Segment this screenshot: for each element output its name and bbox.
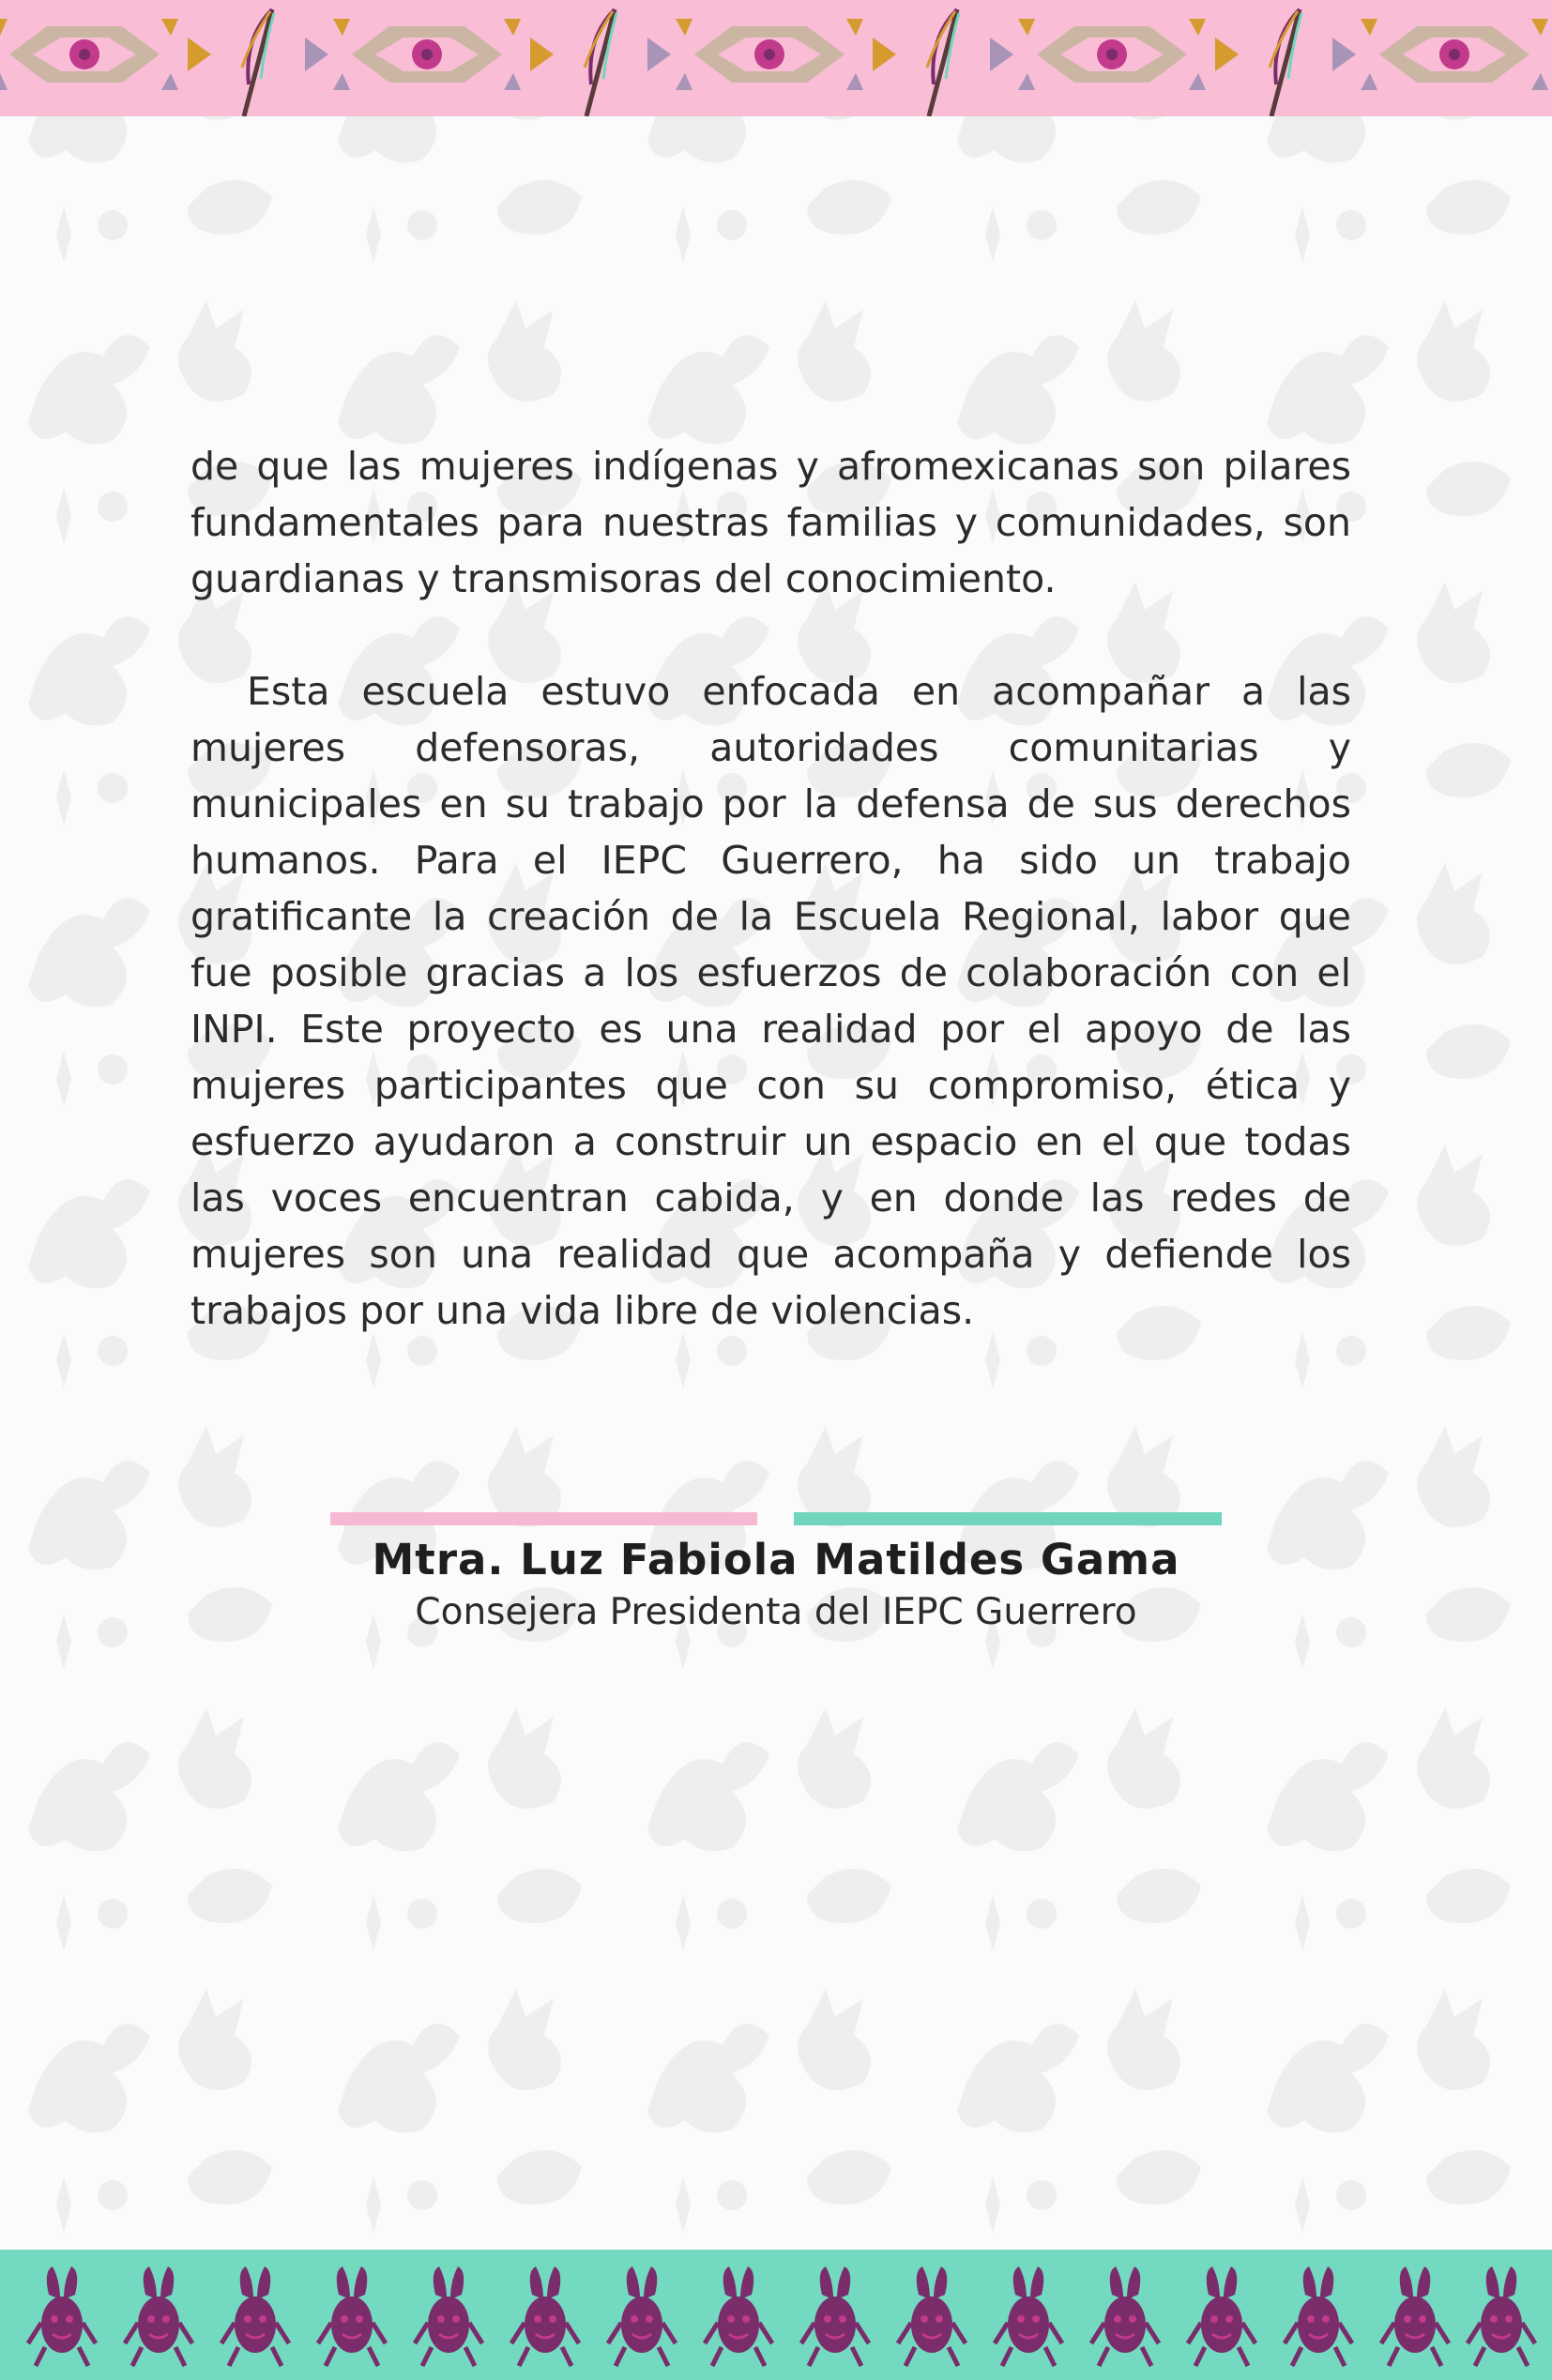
top-decorative-band — [0, 0, 1552, 116]
signature-name: Mtra. Luz Fabiola Matildes Gama — [372, 1535, 1180, 1584]
paragraph-2: Esta escuela estuvo enfocada en acompañar a las mujeres defensoras, autoridades comunitarias y municipales en su trabajo por la defensa de sus derechos humanos. Para el IEPC Guerrero, ha sido un trabajo gratificante la creación de la Escuela Regional, labor que fue posible gracias a los esfuerzos de colaboración con el INPI. Este proyecto es una realidad por el apoyo de las mujeres participantes que con su compromiso, ética y esfuerzo ayudaron a construir un espacio en el que todas las voces encuentran cabida, y en donde las redes de mujeres son una realidad que acompaña y defiende los trabajos por una vida libre de violencias. — [190, 669, 1351, 1333]
paragraph-1: de que las mujeres indígenas y afromexicanas son pilares fundamentales para nuestras familias y comunidades, son guardianas y transmisoras del conocimiento. — [190, 444, 1351, 601]
signature-role: Consejera Presidenta del IEPC Guerrero — [415, 1591, 1137, 1633]
bottom-decorative-band — [0, 2250, 1552, 2380]
signature-bar-pink — [330, 1512, 757, 1525]
body-text — [190, 438, 1351, 1339]
signature-bar-teal — [794, 1512, 1222, 1525]
